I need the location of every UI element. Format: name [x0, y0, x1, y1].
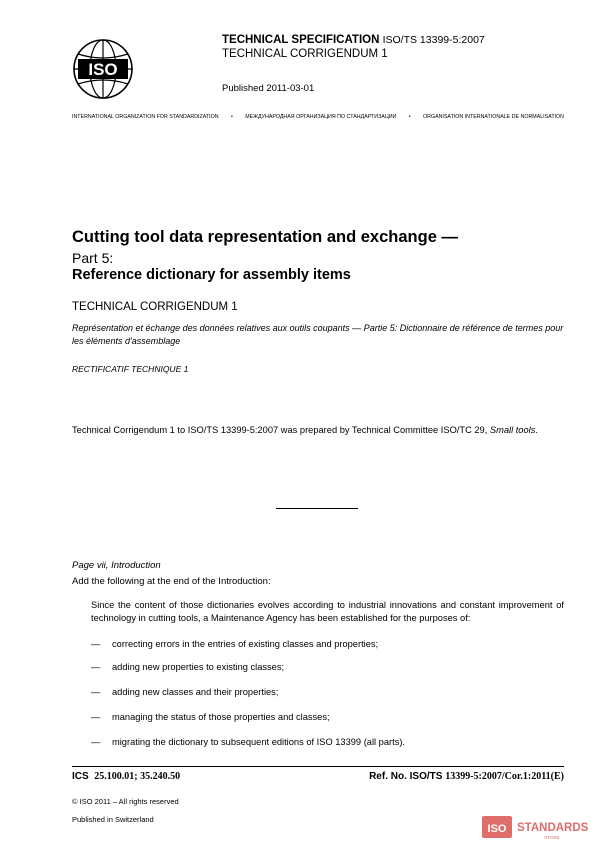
- footer-rule: [72, 766, 564, 767]
- org-name-french: ORGANISATION INTERNATIONALE DE NORMALISATION: [423, 114, 564, 120]
- spec-label: TECHNICAL SPECIFICATION: [222, 34, 380, 46]
- part-number: Part 5:: [72, 250, 114, 266]
- preparation-end: .: [535, 425, 538, 435]
- spec-heading: [222, 34, 485, 46]
- document-subtitle: Reference dictionary for assembly items: [72, 267, 351, 283]
- organization-names: [72, 114, 564, 120]
- list-dash: —: [91, 737, 101, 747]
- french-corrigendum: RECTIFICATIF TECHNIQUE 1: [72, 364, 189, 374]
- list-item: adding new classes and their properties;: [112, 687, 279, 697]
- instruction-text: Add the following at the end of the Introduction:: [72, 576, 271, 587]
- org-name-english: INTERNATIONAL ORGANIZATION FOR STANDARDIZATION: [72, 114, 219, 120]
- org-separator: •: [408, 114, 411, 120]
- list-item: migrating the dictionary to subsequent editions of ISO 13399 (all parts).: [112, 737, 406, 747]
- org-name-russian: МЕЖДУНАРОДНАЯ ОРГАНИЗАЦИЯ ПО СТАНДАРТИЗАЦИИ: [245, 114, 397, 120]
- list-dash: —: [91, 687, 101, 697]
- preparation-text: Technical Corrigendum 1 to ISO/TS 13399-5:2007 was prepared by Technical Committee ISO/TC 29,: [72, 425, 490, 435]
- store-iso-text: ISO: [487, 823, 507, 835]
- store-label-text: STORE: [544, 835, 560, 840]
- list-dash: —: [91, 639, 101, 649]
- corrigendum-heading: TECHNICAL CORRIGENDUM 1: [222, 48, 388, 60]
- document-title: Cutting tool data representation and exchange —: [72, 228, 458, 246]
- separator-rule: [276, 508, 358, 509]
- org-separator: •: [230, 114, 233, 120]
- ics-value: 25.100.01; 35.240.50: [94, 771, 181, 782]
- store-standards-text: STANDARDS: [517, 822, 589, 834]
- preparation-statement: [72, 424, 564, 437]
- spec-number: ISO/TS 13399-5:2007: [382, 34, 485, 46]
- inserted-paragraph: Since the content of those dictionaries evolves according to industrial innovations and constant improvement of technology in cutting tools, a Maintenance Agency has been established for the purposes of:: [91, 600, 564, 623]
- list-item: correcting errors in the entries of existing classes and properties;: [112, 639, 379, 649]
- reference-number: [369, 771, 564, 782]
- ref-value: 13399-5:2007/Cor.1:2011(E): [445, 771, 564, 782]
- ref-label: Ref. No. ISO/TS: [369, 771, 443, 782]
- list-dash: —: [91, 712, 101, 722]
- french-title: Représentation et échange des données relatives aux outils coupants — Partie 5: Dictionnaire de référence de termes pour les éléments d'assemblage: [72, 323, 564, 346]
- iso-logo-text: ISO: [88, 60, 118, 79]
- list-dash: —: [91, 662, 101, 672]
- published-date: Published 2011-03-01: [222, 83, 315, 94]
- iso-logo: [72, 38, 134, 100]
- list-item: managing the status of those properties and classes;: [112, 712, 330, 722]
- copyright-notice: © ISO 2011 – All rights reserved: [72, 797, 179, 806]
- iso-store-badge: [480, 812, 592, 842]
- publication-place: Published in Switzerland: [72, 815, 154, 824]
- corrigendum-title: TECHNICAL CORRIGENDUM 1: [72, 301, 238, 313]
- committee-name: Small tools: [489, 425, 536, 435]
- ics-label: ICS: [72, 771, 89, 782]
- list-item: adding new properties to existing classes;: [112, 662, 285, 672]
- ics-code: [72, 771, 180, 782]
- page-reference: Page vii, Introduction: [72, 560, 161, 571]
